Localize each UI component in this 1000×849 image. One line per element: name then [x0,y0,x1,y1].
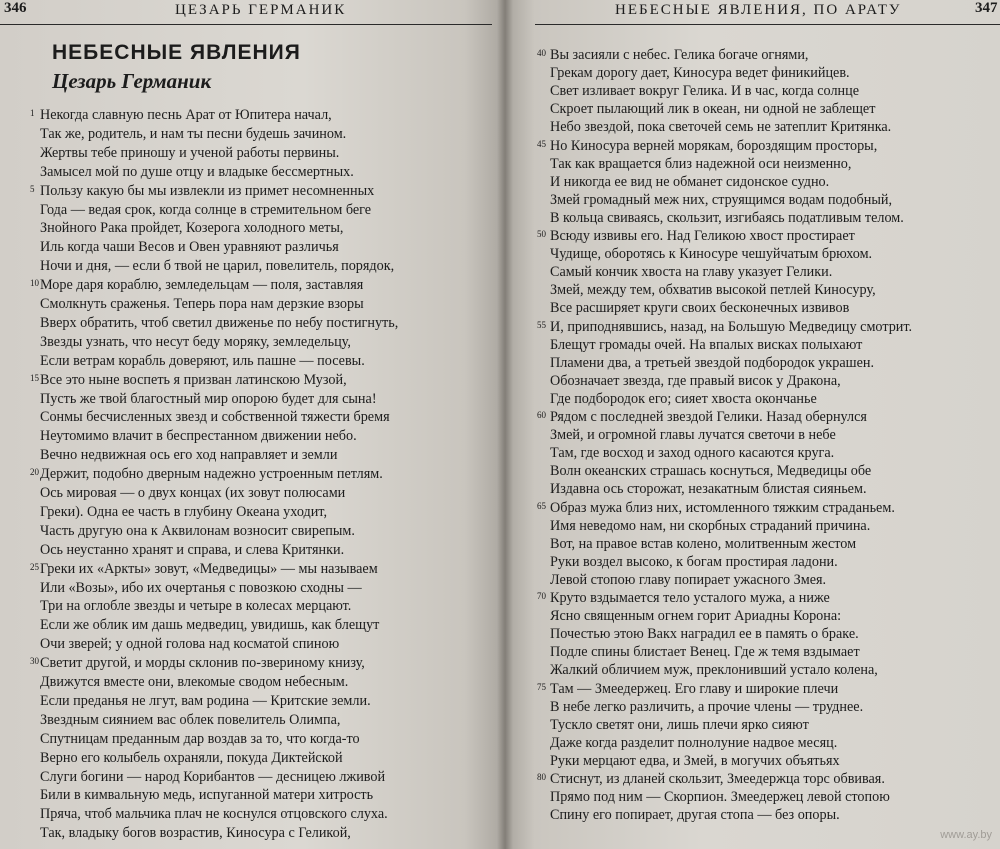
poem-author: Цезарь Германик [52,69,212,93]
left-running-head: ЦЕЗАРЬ ГЕРМАНИК [175,2,347,18]
verse-line: Греки их «Аркты» зовут, «Медведицы» — мы называем [40,560,378,577]
verse-line: Блещут громады очей. На впалых висках полыхают [550,336,863,353]
verse-line: Почестью этою Вакх наградил ее в память о браке. [550,626,859,643]
right-page [505,0,1000,849]
verse-line: Вечно недвижная ось его ход направляет и земли [40,447,338,464]
verse-line: Три на оглобле звезды и четыре в колесах мерцают. [40,598,352,615]
verse-line: Образ мужа близ них, истомленного тяжким страданьем. [550,499,895,516]
verse-line: Били в кимвальную медь, испуганной матери хитрость [40,787,374,804]
verse-line: И, приподнявшись, назад, на Большую Медведицу смотрит. [550,318,913,335]
verse-line: Спину его попирает, другая стопа — без опоры. [550,807,840,824]
verse-line: Иль когда чаши Весов и Овен уравняют различья [40,239,339,256]
verse-line: В небе легко различить, а прочие члены — труднее. [550,698,864,715]
verse-line: Все расширяет круги своих бесконечных извивов [550,300,850,317]
line-number: 1 [30,108,35,118]
book-gutter [497,0,513,849]
verse-line: Жертвы тебе приношу и ученой работы первины. [40,144,340,161]
line-number: 30 [30,656,39,667]
line-number: 60 [537,410,546,420]
verse-line: Неутомимо влачит в беспрестанном движении небо. [40,428,357,445]
verse-line: Пусть же твой благостный мир опорою будет для сына! [40,390,377,407]
line-number: 50 [537,229,546,239]
line-number: 75 [537,681,546,692]
verse-line: Знойного Рака пройдет, Козерога холодного меты, [40,220,344,237]
verse-line: Тускло светят они, лишь плечи ярко сияют [550,716,809,733]
verse-line: Где подбородок его; сияет хвоста окончанье [550,390,817,407]
line-number: 55 [537,319,546,330]
watermark: www.ay.by [940,829,992,841]
line-number: 80 [537,772,546,782]
verse-line: Обозначает звезда, где правый висок у Дракона, [550,372,841,389]
verse-line: Море даря кораблю, земледельцам — поля, заставляя [40,277,364,294]
verse-line: Чудище, оборотясь к Киносуре чешуйчатым брюхом. [550,246,873,263]
verse-line: Стиснут, из дланей скользит, Змеедержца торс обвивая. [550,771,885,787]
verse-line: Змей, между тем, обхватив высокой петлей Киносуру, [550,282,876,299]
verse-line: Прямо под ним — Скорпион. Змеедержец левой стопою [550,789,890,806]
verse-line: Пряча, чтоб мальчика плач не коснулся отцовского слуха. [40,806,388,823]
verse-line: Звезды узнать, что несут беду моряку, земледельцу, [40,333,351,350]
verse-line: Вверх обратить, чтоб светил движенье по небу постигнуть, [40,314,399,331]
verse-line: Года — ведая срок, когда солнце в стремительном беге [40,201,372,218]
poem-title: НЕБЕСНЫЕ ЯВЛЕНИЯ [52,41,301,64]
line-number: 25 [30,561,39,572]
verse-line: Скроет пылающий лик в океан, ни одной не заблещет [550,101,876,118]
verse-line: Ночи и дня, — если б твой не царил, повелитель, порядок, [40,258,395,275]
verse-line: Все это ныне воспеть я призван латинскою Музой, [40,371,347,388]
verse-line: Вы засияли с небес. Гелика богаче огнями, [550,47,809,63]
line-number: 20 [30,467,39,478]
verse-line: Руки мерцают едва, и Змей, в могучих объятьях [550,752,840,769]
right-page-number: 347 [975,0,998,16]
verse-line: Но Киносура верней морякам, бороздящим просторы, [550,137,878,154]
verse-line: Если преданья не лгут, вам родина — Критские земли. [40,692,371,709]
verse-line: Так как вращается близ надежной оси неизменно, [550,155,852,172]
verse-line: Левой стопою главу попирает ужасного Змея. [550,571,827,588]
verse-line: Сонмы бесчисленных звезд и собственной тяжести бремя [40,409,390,426]
verse-line: Вот, на правое встав колено, молитвенным жестом [550,535,857,552]
line-number: 45 [537,138,546,149]
verse-line: В кольца свиваясь, скользит, изгибаясь податливым телом. [550,209,904,226]
verse-line: Грекам дорогу дает, Киносура ведет финикийцев. [550,65,850,82]
verse-line: Движутся вместе они, влекомые сводом небесным. [40,674,349,690]
right-header-rule [535,24,1000,25]
verse-line: Замысел мой по душе отцу и владыке бессмертных. [40,163,354,180]
line-number: 5 [30,183,35,194]
verse-line: Небо звездой, пока светочей семь не затеплит Критянка. [550,119,892,136]
verse-line: Жалкий обличием муж, преклонивший устало колена, [550,662,878,679]
verse-line: Греки). Одна ее часть в глубину Океана уходит, [40,503,327,520]
verse-line: Так, владыку богов возрастив, Киносура с Геликой, [40,825,351,842]
verse-line: Круто вздымается тело усталого мужа, а ниже [550,590,830,606]
verse-line: Руки воздел высоко, к богам простирая ладони. [550,553,838,570]
verse-line: Там — Змеедержец. Его главу и широкие плечи [550,680,839,697]
verse-line: Подле спины блистает Венец. Где ж темя вздымает [550,644,860,661]
verse-line: Верно его колыбель охраняли, покуда Диктейской [40,749,343,766]
verse-line: Если ветрам корабль доверяют, иль пашне — посевы. [40,352,365,369]
verse-line: Держит, подобно дверным надежно устроенным петлям. [40,466,383,483]
verse-line: Если же облик им дашь медведиц, увидишь, как блещут [40,617,380,634]
line-number: 65 [537,500,546,511]
verse-line: Смолкнуть сраженья. Теперь пора нам дерзкие взоры [40,296,364,312]
verse-line: Волн океанских страшась коснуться, Медведицы обе [550,463,872,480]
line-number: 70 [537,591,546,601]
left-header-rule [0,24,492,25]
verse-line: Всюду извивы его. Над Геликою хвост простирает [550,228,855,244]
verse-line: Змей громадный меж них, струящимся водам подобный, [550,191,893,208]
verse-line: Свет изливает вокруг Гелика. И в час, когда солнце [550,83,860,100]
verse-line: Даже когда разделит полнолуние надвое месяц. [550,734,838,751]
verse-line: Самый кончик хвоста на главу указует Гелики. [550,264,833,281]
verse-line: Имя неведомо нам, ни скорбных страданий причина. [550,517,871,534]
line-number: 10 [30,278,39,289]
verse-line: И никогда ее вид не обманет сидонское судно. [550,173,830,190]
verse-line: Светит другой, и морды склонив по-звериному книзу, [40,655,365,672]
verse-line: Очи зверей; у одной голова над косматой спиною [40,636,340,653]
line-number: 40 [537,48,546,58]
verse-line: Там, где восход и заход одного касаются круга. [550,445,835,462]
verse-line: Змей, и огромной главы лучатся светочи в небе [550,427,836,444]
verse-line: Пользу какую бы мы извлекли из примет несомненных [40,182,375,199]
verse-line: Или «Возы», ибо их очертанья с повозкою сходны — [40,579,362,596]
verse-line: Звездным сиянием вас облек повелитель Олимпа, [40,711,341,728]
line-number: 15 [30,372,39,383]
left-page-number: 346 [4,0,27,16]
verse-line: Издавна ось сторожат, незакатным блистая сияньем. [550,481,867,498]
verse-line: Так же, родитель, и нам ты песни будешь зачином. [40,125,347,142]
verse-line: Спутницам преданным дар воздав за то, что когда-то [40,730,360,747]
verse-line: Некогда славную песнь Арат от Юпитера начал, [40,107,332,123]
verse-line: Часть другую она к Аквилонам возносит свирепым. [40,522,355,539]
verse-line: Ось мировая — о двух концах (их зовут полюсами [40,485,346,501]
verse-line: Слуги богини — народ Корибантов — десницею лживой [40,768,386,785]
verse-line: Ясно священным огнем горит Ариадны Корона: [550,608,842,625]
verse-line: Рядом с последней звездой Гелики. Назад обернулся [550,409,867,425]
verse-line: Пламени два, а третьей звездой подбородок украшен. [550,354,875,371]
verse-line: Ось неустанно хранят и справа, и слева Критянки. [40,541,345,558]
right-running-head: НЕБЕСНЫЕ ЯВЛЕНИЯ, ПО АРАТУ [615,2,902,18]
